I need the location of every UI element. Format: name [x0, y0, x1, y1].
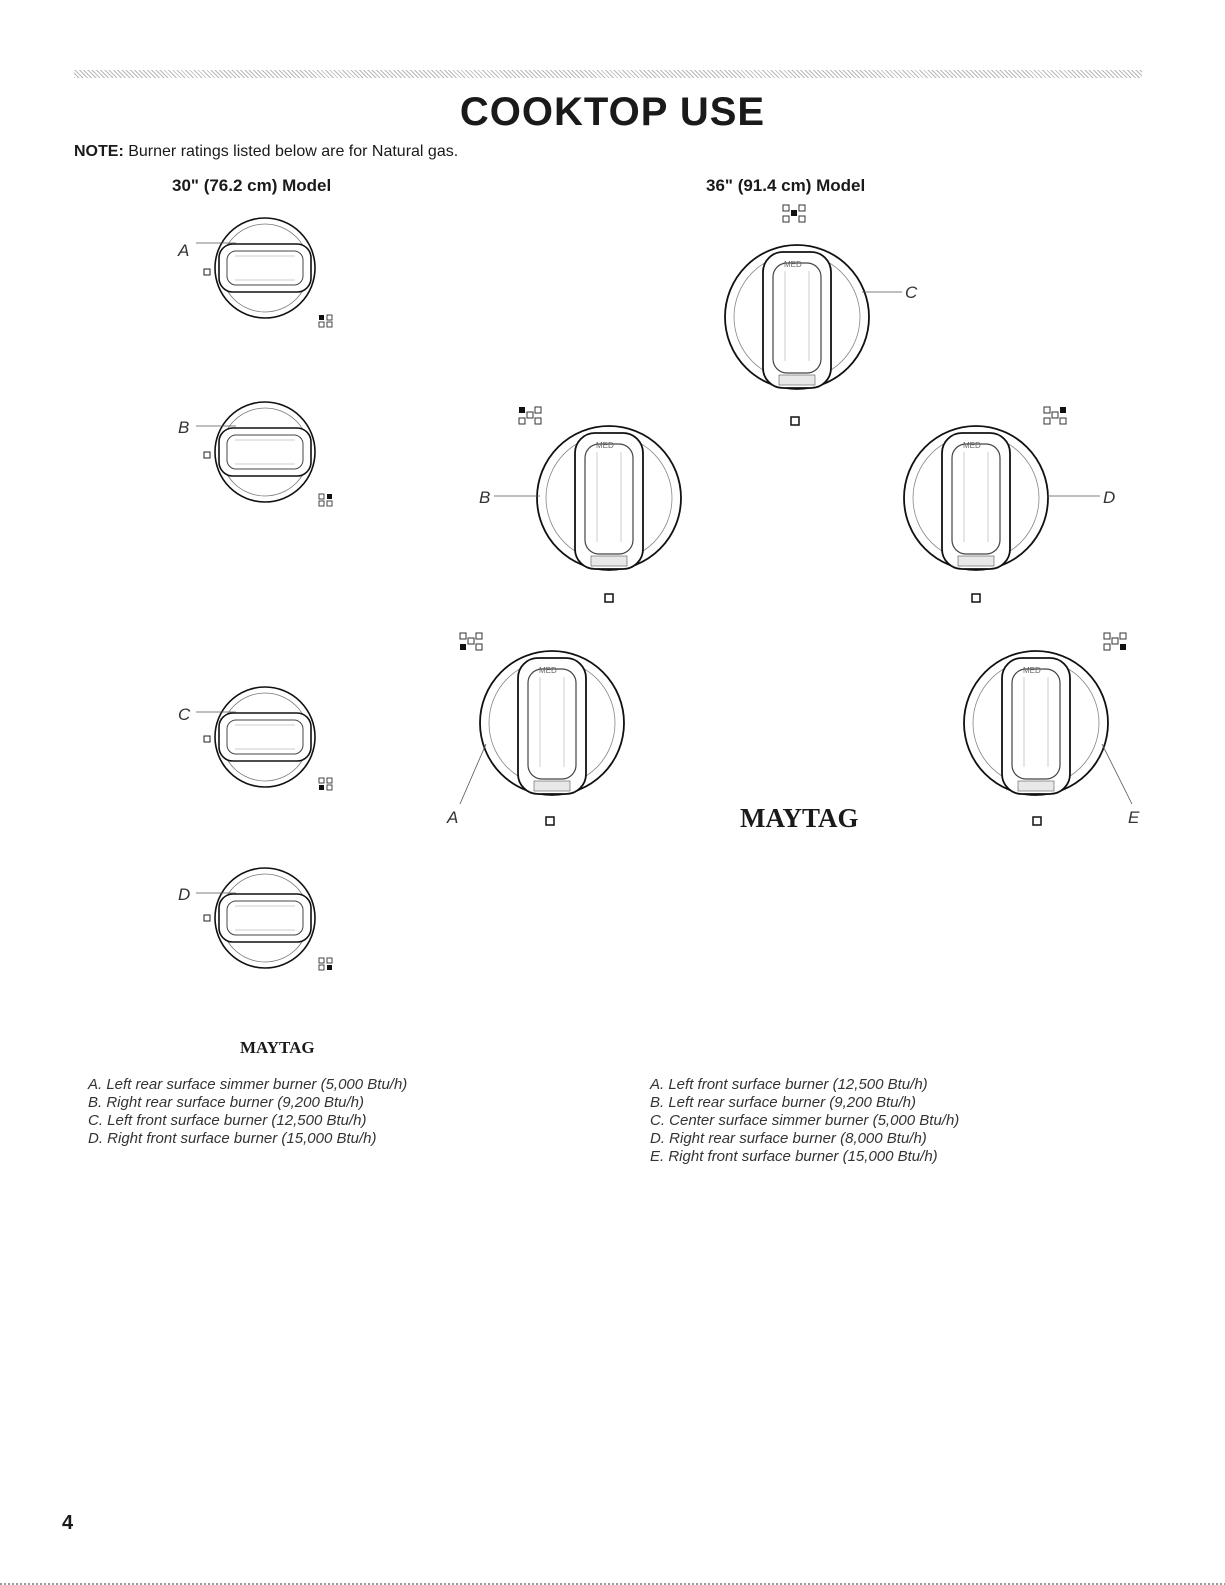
brand-logo-36: MAYTAG [740, 803, 859, 833]
locator-36-a-icon [460, 633, 482, 650]
callout-36-d: D [1103, 488, 1116, 507]
legend-item: B. Left rear surface burner (9,200 Btu/h) [650, 1094, 916, 1111]
callout-36-a: A [447, 808, 459, 827]
knob-30-d [215, 868, 315, 968]
callout-30-a: A [178, 241, 190, 260]
locator-36-e-icon [1104, 633, 1126, 650]
locator-36-c-icon [783, 205, 805, 222]
legend-item: D. Right front surface burner (15,000 Btu/h) [88, 1130, 377, 1147]
knob-36-b-med: MED [596, 441, 614, 450]
knob-36-d-med: MED [963, 441, 981, 450]
locator-36-d-icon [1044, 407, 1066, 424]
legend-item: B. Right rear surface burner (9,200 Btu/h) [88, 1094, 364, 1111]
legend-30 [88, 1076, 407, 1148]
locator-36-b-icon [519, 407, 541, 424]
legend-item: E. Right front surface burner (15,000 Btu/h) [650, 1148, 938, 1165]
model-36-heading: 36" (91.4 cm) Model [706, 176, 866, 195]
knob-30-a [215, 218, 315, 318]
callout-36-e: E [1128, 808, 1140, 827]
locator-30-c-icon [319, 778, 332, 790]
locator-30-d-icon [319, 958, 332, 970]
knob-30-c [215, 687, 315, 787]
model-30-heading: 30" (76.2 cm) Model [172, 176, 332, 195]
callout-30-c: C [178, 705, 191, 724]
callout-30-d: D [178, 885, 191, 904]
legend-36 [650, 1076, 959, 1166]
locator-30-a-icon [319, 315, 332, 327]
callout-30-b: B [178, 418, 190, 437]
legend-item: C. Center surface simmer burner (5,000 Btu/h) [650, 1112, 960, 1129]
locator-30-b-icon [319, 494, 332, 506]
knob-36-e-med: MED [1023, 666, 1041, 675]
legend-item: A. Left front surface burner (12,500 Btu/h) [650, 1076, 928, 1093]
page-title: COOKTOP USE [459, 90, 766, 134]
knob-30-b [215, 402, 315, 502]
callout-36-b: B [479, 488, 491, 507]
legend-item: A. Left rear surface simmer burner (5,000 Btu/h) [88, 1076, 408, 1093]
knob-36-c-med: MED [784, 260, 802, 269]
page-number: 4 [62, 1512, 74, 1534]
note-text: Burner ratings listed below are for Natural gas. [128, 143, 459, 160]
brand-logo-30: MAYTAG [240, 1038, 315, 1057]
legend-item: C. Left front surface burner (12,500 Btu/h) [88, 1112, 367, 1129]
legend-item: D. Right rear surface burner (8,000 Btu/h) [650, 1130, 927, 1147]
knob-36-a-med: MED [539, 666, 557, 675]
callout-36-c: C [905, 283, 918, 302]
note-label: NOTE: [74, 143, 124, 160]
